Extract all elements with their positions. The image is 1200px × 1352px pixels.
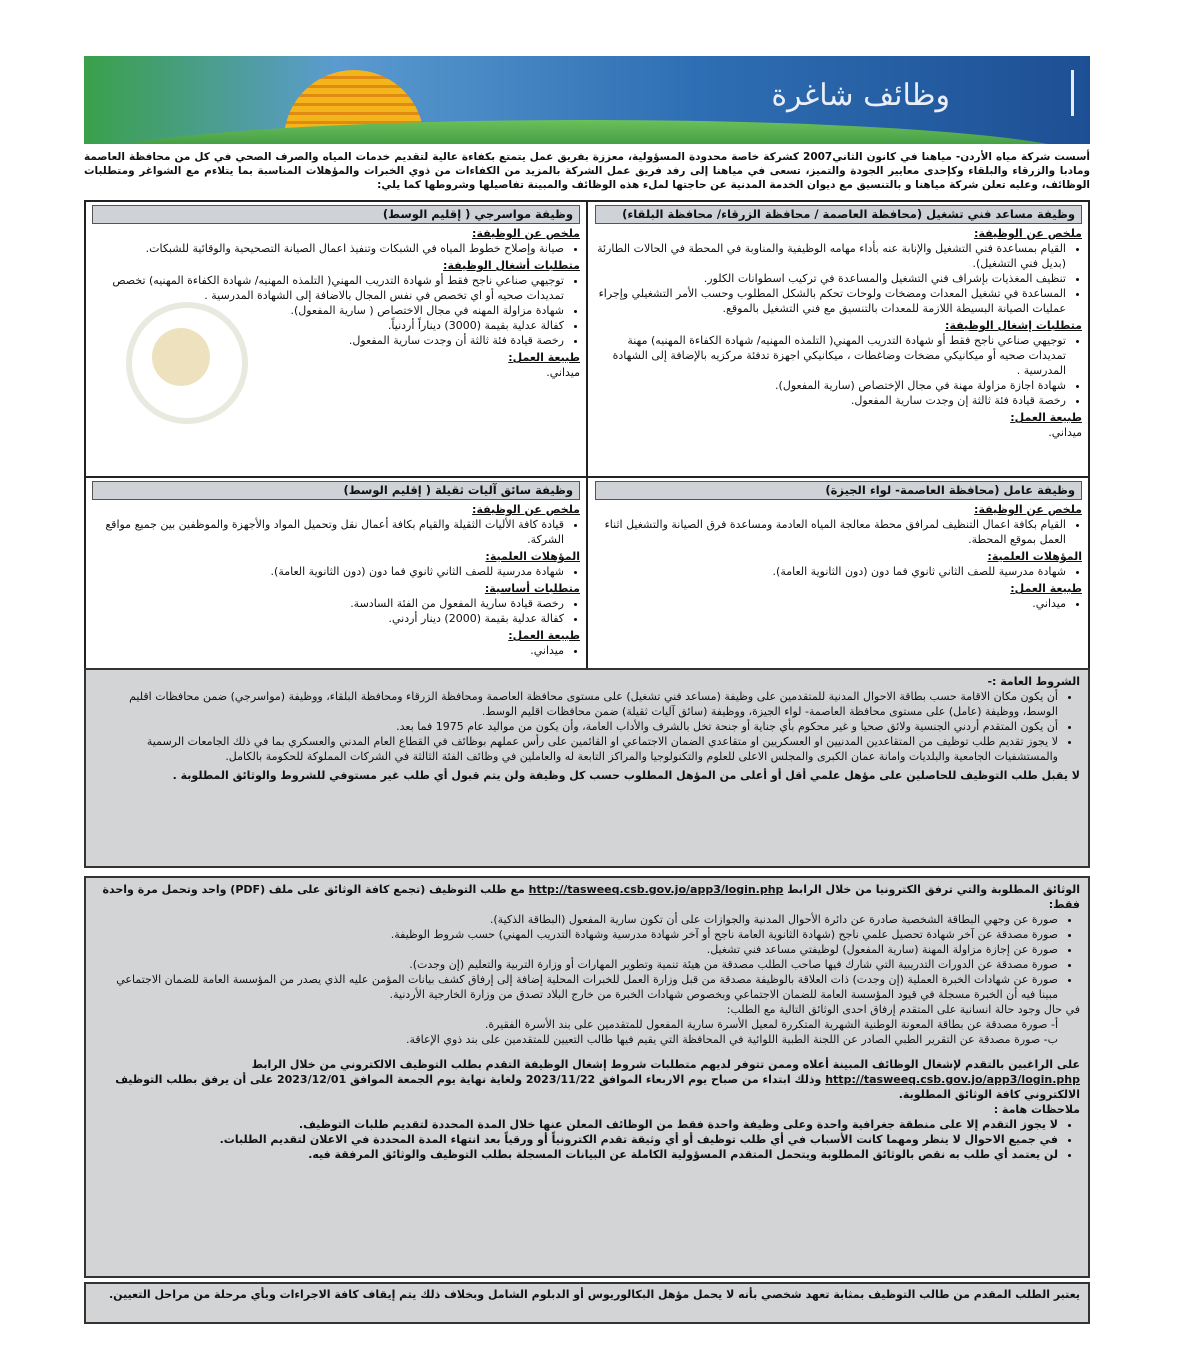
list-item: • شهادة مزاولة المهنه في مجال الاختصاص ( سارية المفعول). xyxy=(92,303,564,318)
documents-intro-text-2: مع طلب التوظيف (تجمع كافة الوثائق على ملف (PDF) واحد وتحمل مرة واحدة فقط: xyxy=(102,883,1080,911)
work-nature: ميداني. xyxy=(546,366,580,379)
nature-list xyxy=(92,643,580,658)
section-heading: ملخص عن الوظيفة: xyxy=(472,503,580,516)
intro-paragraph: أسست شركة مياه الأردن- مياهنا في كانون الثاني2007 كشركة خاصة محدودة المسؤولية، معززة بفريق عمل يتمتع بكفاءة عالية لتقديم خدمات المياه والصرف الصحي في كل من محافظة العاصمة ومادبا والزرقاء والبلقاء وكإحدى معايير الجودة والتميز، تسعى في مياهنا إلى رفد فريق عمل الشركة بالمزيد من الكفاءات من ذوي الخبرات والمؤهلات المناسبة بما يتلاءم مع الشواغر ومتطلبات الوظائف، وعليه تعلن شركة مياهنا و بالتنسيق مع ديوان الخدمة المدنية عن حاجتها لملء هذه الوظائف والمبينة تفاصيلها وشروطها كما يلي: xyxy=(84,151,1090,191)
job-card-plumber xyxy=(86,202,586,476)
list-text: صورة مصدقة عن التقرير الطبي الصادر عن اللجنة الطبية اللوائية في المحافظة التي يقيم فيها طالب التعيين للمتقدمين على بند ذوي الإعاقة. xyxy=(405,1033,1041,1046)
section-heading: ملخص عن الوظيفة: xyxy=(472,227,580,240)
documents-intro-text: الوثائق المطلوبة والتي ترفق الكترونيا من خلال الرابط xyxy=(787,883,1080,896)
list-item: • صورة مصدقة عن آخر شهادة تحصيل علمي ناجح (شهادة الثانوية العامة ناجح أو آخر شهادة مدرسية وشهادة التدريب المهني) حسب شروط الوظيفة. xyxy=(94,927,1058,942)
section-heading: طبيعة العمل: xyxy=(1010,582,1082,595)
conditions-note: لا يقبل طلب التوظيف للحاصلين على مؤهل علمي أقل أو أعلى من المؤهل المطلوب حسب كل وظيفة ولن يتم قبول أي طلب غير مستوفي للشروط والوثائق المطلوبة . xyxy=(172,769,1080,782)
list-item: • كفالة عدلية بقيمة (2000) دينار أردني. xyxy=(92,611,564,626)
section-heading: المؤهلات العلمية: xyxy=(485,550,580,563)
work-nature: • ميداني. xyxy=(92,643,564,658)
list-item: • توجيهي صناعي ناجح فقط أو شهادة التدريب المهني( التلمذه المهنيه/ شهادة الكفاءة المهنيه) مهنة تمديدات صحيه أو ميكانيكي مضخات وضاغطات ، ميكانيكي اجهزة تدفئة مركزيه بالإضافة إلى الشهادة المدرسية . xyxy=(595,333,1066,378)
list-item: • رخصة قيادة سارية المفعول من الفئة السادسة. xyxy=(92,596,564,611)
section-heading: المؤهلات العلمية: xyxy=(987,550,1082,563)
notes-list xyxy=(94,1117,1080,1162)
list-item: • تنظيف المغذيات بإشراف فني التشغيل والمساعدة في تركيب اسطوانات الكلور. xyxy=(595,271,1066,286)
page-title: وظائف شاغرة xyxy=(771,78,950,113)
grid-divider-vertical xyxy=(586,202,588,668)
summary-list xyxy=(595,241,1082,316)
list-item: • القيام بكافة اعمال التنظيف لمرافق محطة معالجة المياه العادمة ومساعدة فرق الصيانة والتشغيل اثناء العمل بموقع المحطة. xyxy=(595,517,1066,547)
list-marker: ب- xyxy=(1043,1033,1058,1046)
nature-list xyxy=(595,596,1082,611)
list-item: • المساعدة في تشغيل المعدات ومضخات ولوحات تحكم بالشكل المطلوب وحسب الأمر التشغيلي وإجراء عمليات الصيانة البسيطة اللازمة للمعدات بالتنسيق مع فني التشغيل بالموقع. xyxy=(595,286,1066,316)
section-heading: متطلبات أساسية: xyxy=(484,582,580,595)
list-item: • شهادة مدرسية للصف الثاني ثانوي فما دون (دون الثانوية العامة). xyxy=(92,564,564,579)
requirements-list xyxy=(595,564,1082,579)
section-heading: طبيعة العمل: xyxy=(508,629,580,642)
documents-list xyxy=(94,912,1080,1002)
general-conditions-panel xyxy=(84,668,1090,868)
section-heading: طبيعة العمل: xyxy=(508,351,580,364)
list-item: • توجيهي صناعي ناجح فقط أو شهادة التدريب المهني( التلمذه المهنيه/ شهادة الكفاءة المهنيه) تخصص تمديدات صحيه أو اي تخصص في نفس المجال بالاضافة إلى الشهادة المدرسية . xyxy=(92,273,564,303)
conditions-list xyxy=(94,689,1080,764)
list-item: • صيانة وإصلاح خطوط المياه في الشبكات وتنفيذ اعمال الصيانة التصحيحية والوقائية للشبكات. xyxy=(92,241,564,256)
job-card-worker xyxy=(589,478,1088,668)
summary-list xyxy=(595,517,1082,547)
section-heading: ملخص عن الوظيفة: xyxy=(974,227,1082,240)
list-item: • قيادة كافة الأليات الثقيلة والقيام بكافة أعمال نقل وتحميل المواد والأجهزة والموظفين بين جميع مواقع الشركة. xyxy=(92,517,564,547)
jobs-grid xyxy=(84,200,1090,670)
humanitarian-condition: في حال وجود حالة انسانية على المتقدم إرفاق احدى الوثائق التالية مع الطلب: xyxy=(726,1003,1080,1016)
list-text: صورة مصدقة عن بطاقة المعونة الوطنية الشهرية المتكررة لمعيل الأسرة سارية المفعول للمتقدمين على بند الأسرة الفقيرة. xyxy=(484,1018,1048,1031)
list-item: • صورة عن شهادات الخبرة العملية (إن وجدت) ذات العلاقة بالوظيفة مصدقة من قبل وزارة العمل للخبرات المحلية إضافة إلى إرفاق كشف بيانات المؤمن عليه الذي يصدر من المؤسسة العامة للضمان الاجتماعي مبينا فيه أن الخبرة مسجلة في قيود المؤسسة العامة للضمان الاجتماعي وبخصوص شهادات الخبرة من خارج البلاد تصدق من وزارة الخارجية الأردنية. xyxy=(94,972,1058,1002)
list-item: • لا يجوز تقديم طلب توظيف من المتقاعدين المدنيين او العسكريين او متقاعدي الضمان الاجتماعي او القائمين على رأس عملهم بوظائف في القطاع العام المدني والعسكري بما في ذلك الجامعات الرسمية والمستشفيات الجامعية والبلديات وامانة عمان الكبرى والمجلس الاعلى للعلوم والتكنولوجيا والمراكز التابعة له والعاملين في وظائف الفئة الثالثة في الشركات المملوكة للحكومة بالكامل. xyxy=(94,734,1058,764)
list-item: • رخصة قيادة فئة ثالثة إن وجدت سارية المفعول. xyxy=(595,393,1066,408)
list-item: • أن يكون مكان الاقامة حسب بطاقة الاحوال المدنية للمتقدمين على وظيفة (مساعد فني تشغيل) على مستوى محافظة العاصمة ومحافظة الزرقاء ومحافظة البلقاء، ووظيفة (مواسرجي) ضمن محافظات اقليم الوسط، ووظيفة (عامل) على مستوى محافظة العاصمة- لواء الجيزة، ووظيفة (سائق آليات ثقيلة) ضمن محافظات اقليم الوسط. xyxy=(94,689,1058,719)
announcement-page xyxy=(84,56,1090,1324)
list-item: • لا يجوز التقدم إلا على منطقة جغرافية واحدة وعلى وظيفة واحدة فقط من الوظائف المعلن عنها خلال المدة المحددة لتقديم طلبات التوظيف. xyxy=(94,1117,1058,1132)
section-heading: ملخص عن الوظيفة: xyxy=(974,503,1082,516)
application-link[interactable]: http://tasweeq.csb.gov.jo/app3/login.php xyxy=(528,883,784,896)
section-heading: متطلبات إشغال الوظيفة: xyxy=(945,319,1082,332)
list-item: • أن يكون المتقدم أردني الجنسية ولائق صحيا و غير محكوم بأي جناية أو جنحة تخل بالشرف والأداب العامة، وأن يكون من مواليد عام 1975 فما بعد. xyxy=(94,719,1058,734)
list-item: • القيام بمساعدة فني التشغيل والإنابة عنه بأداء مهامه الوظيفية والمناوبة في المحطة في الحالات الطارئة (بديل فني التشغيل). xyxy=(595,241,1066,271)
list-item: • صورة عن إجازة مزاولة المهنة (سارية المفعول) لوظيفتي مساعد فني تشغيل. xyxy=(94,942,1058,957)
humanitarian-sublist xyxy=(94,1017,1080,1047)
apply-text-2: وذلك ابتداء من صباح يوم الاربعاء الموافق 2023/11/22 ولغاية نهاية يوم الجمعة الموافق 2023/12/01 على أن يرفق بطلب التوظيف الالكتروني كافة الوثائق المطلوبة. xyxy=(115,1073,1080,1101)
apply-instructions xyxy=(94,1057,1080,1102)
summary-list xyxy=(92,517,580,547)
list-item: • شهادة اجازة مزاولة مهنة في مجال الإختصاص (سارية المفعول). xyxy=(595,378,1066,393)
job-title: وظيفة مساعد فني تشغيل (محافظة العاصمة / محافظة الزرقاء/ محافظة البلقاء) xyxy=(595,205,1082,224)
basic-requirements-list xyxy=(92,596,580,626)
list-item: • صورة عن وجهي البطاقة الشخصية صادرة عن دائرة الأحوال المدنية والجوازات على أن تكون سارية المفعول (البطاقة الذكية). xyxy=(94,912,1058,927)
requirements-list xyxy=(92,564,580,579)
list-item xyxy=(94,1017,1058,1032)
list-item: • في جميع الاحوال لا ينظر ومهما كانت الأسباب في أي طلب توظيف أو أي وثيقة تقدم الكترونياً أو ورقياً بعد انتهاء المدة المحددة في الاعلان لتقديم الطلبات. xyxy=(94,1132,1058,1147)
list-item: • كفالة عدلية بقيمة (3000) ديناراً أردنياً. xyxy=(92,318,564,333)
list-item: • شهادة مدرسية للصف الثاني ثانوي فما دون (دون الثانوية العامة). xyxy=(595,564,1066,579)
footer-declaration: يعتبر الطلب المقدم من طالب التوظيف بمثابة تعهد شخصي بأنه لا يحمل مؤهل البكالوريوس أو الدبلوم الشامل وبخلاف ذلك يتم إيقاف كافة الاجراءات وبأي مرحلة من مراحل التعيين. xyxy=(84,1282,1090,1324)
hill-graphic xyxy=(84,120,1090,144)
requirements-list xyxy=(595,333,1082,408)
application-link-2[interactable]: http://tasweeq.csb.gov.jo/app3/login.php xyxy=(825,1073,1080,1086)
list-marker: أ- xyxy=(1050,1018,1058,1031)
civil-service-seal-icon xyxy=(126,302,248,424)
apply-text: على الراغبين بالتقدم لإشغال الوظائف المبينة أعلاه وممن تتوفر لديهم متطلبات شروط إشغال الوظيفة التقدم بطلب التوظيف الالكتروني من خلال الرابط xyxy=(251,1058,1080,1071)
job-title: وظيفة مواسرجي ( إقليم الوسط) xyxy=(92,205,580,224)
documents-intro xyxy=(94,882,1080,912)
banner-bar xyxy=(1071,70,1074,116)
work-nature: • ميداني. xyxy=(595,596,1066,611)
job-card-assistant-operator xyxy=(589,202,1088,476)
documents-panel xyxy=(84,876,1090,1278)
notes-heading: ملاحظات هامة : xyxy=(993,1103,1080,1116)
work-nature: ميداني. xyxy=(1048,426,1082,439)
job-card-heavy-driver xyxy=(86,478,586,668)
job-title: وظيفة سائق آليات ثقيلة ( إقليم الوسط) xyxy=(92,481,580,500)
list-item: • لن يعتمد أي طلب به نقص بالوثائق المطلوبة ويتحمل المتقدم المسؤولية الكاملة عن البيانات المسجلة بطلب التوظيف والوثائق المرفقة فيه. xyxy=(94,1147,1058,1162)
section-heading: متطلبات أشغال الوظيفة: xyxy=(443,259,580,272)
summary-list xyxy=(92,241,580,256)
job-title: وظيفة عامل (محافظة العاصمة- لواء الجيزة) xyxy=(595,481,1082,500)
list-item: • رخصة قيادة فئة ثالثة أن وجدت سارية المفعول. xyxy=(92,333,564,348)
list-item: • صورة مصدقة عن الدورات التدريبية التي شارك فيها صاحب الطلب مصدقة من هيئة تنمية وتطوير المهارات أو وزارة التربية والتعليم (إن وجدت). xyxy=(94,957,1058,972)
section-heading: الشروط العامة :- xyxy=(987,675,1080,688)
section-heading: طبيعة العمل: xyxy=(1010,411,1082,424)
header-banner xyxy=(84,56,1090,144)
list-item xyxy=(94,1032,1058,1047)
